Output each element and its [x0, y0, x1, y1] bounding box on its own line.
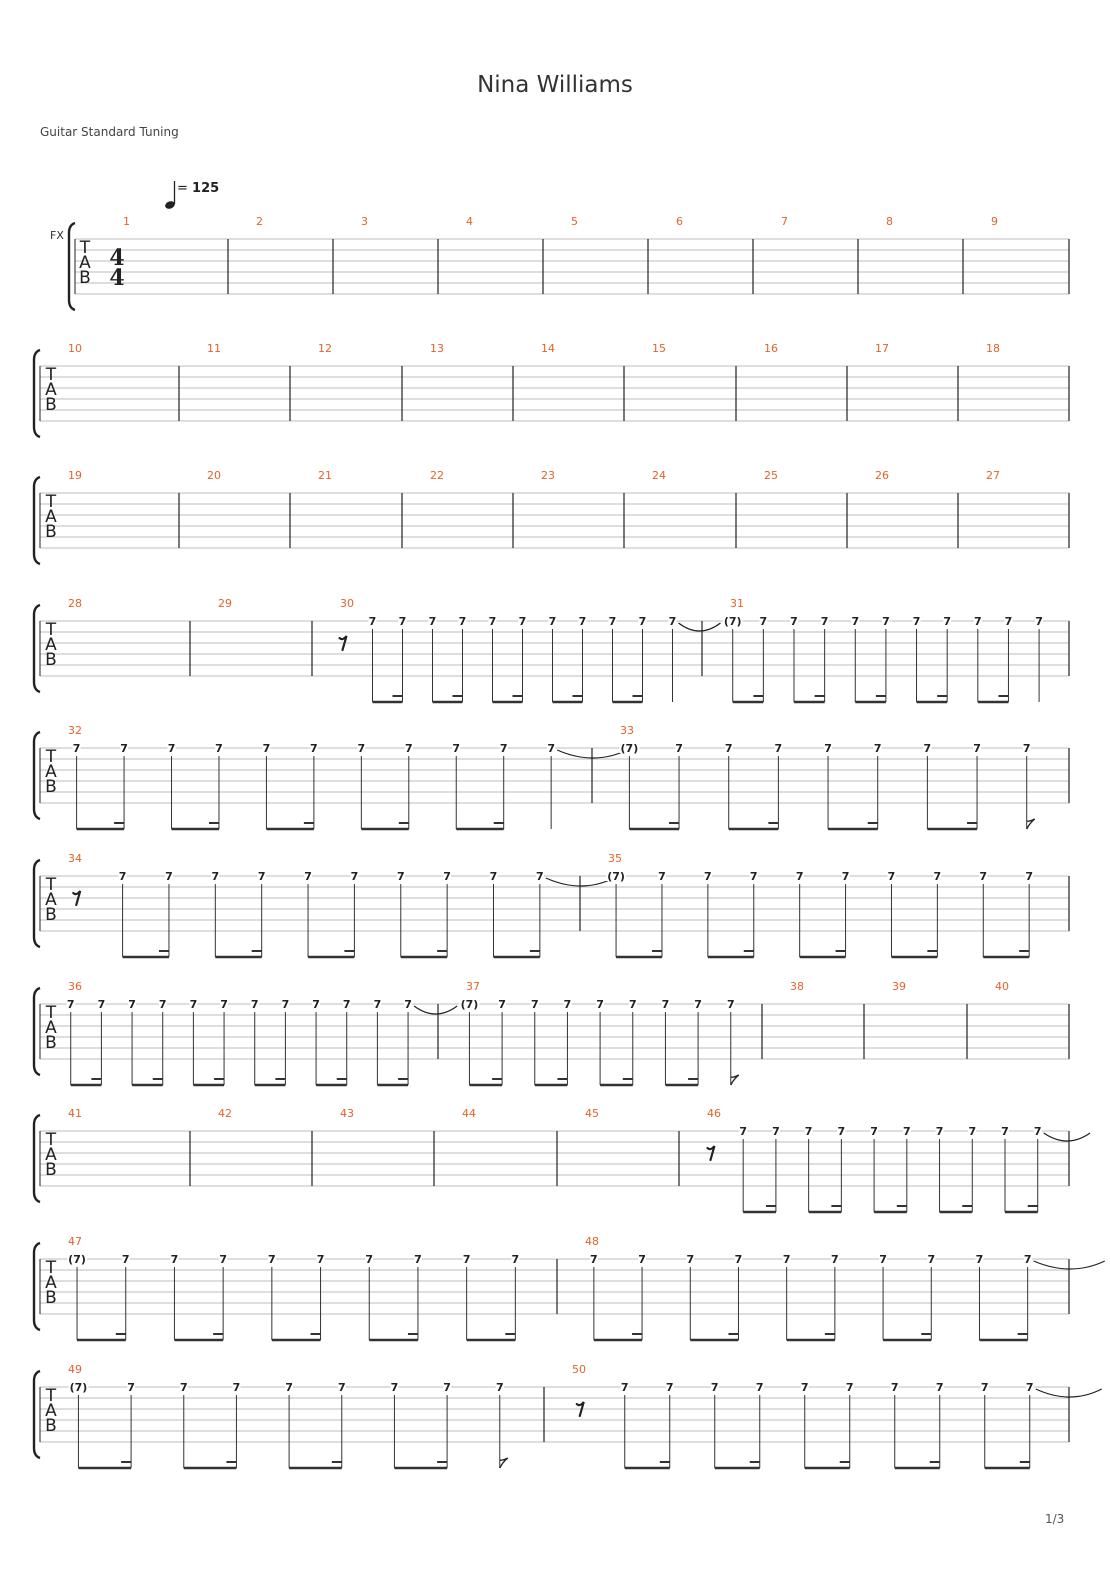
measure-number: 33 [620, 724, 634, 737]
fret-number: 7 [310, 742, 318, 755]
fret-number: 7 [563, 998, 572, 1011]
measure-number: 8 [886, 215, 893, 228]
fret-number: 7 [66, 998, 75, 1011]
eighth-flag [1027, 819, 1035, 829]
fret-number: 7 [879, 1253, 887, 1266]
measure-number: 2 [256, 215, 263, 228]
fret-number: 7 [304, 870, 312, 883]
tuning-subtitle: Guitar Standard Tuning [40, 125, 179, 139]
fret-number: 7 [935, 1381, 944, 1394]
fret-number: 7 [661, 998, 670, 1011]
system-bracket [34, 1243, 40, 1330]
fret-number: 7 [628, 998, 637, 1011]
tied-fret-number: (7) [68, 1253, 86, 1266]
fret-number: 7 [608, 615, 617, 628]
fret-number: 7 [837, 1125, 846, 1138]
staff-system [69, 215, 1069, 310]
fret-number: 7 [498, 998, 506, 1011]
system-bracket [34, 477, 40, 564]
tab-clef-letter: B [45, 1033, 57, 1053]
measure-number: 46 [707, 1107, 721, 1120]
tab-clef-letter: B [45, 522, 57, 542]
staff-system [34, 1363, 1102, 1468]
tie-arc [679, 623, 721, 631]
fret-number: 7 [578, 615, 587, 628]
fret-number: 7 [452, 742, 461, 755]
fret-number: 7 [638, 615, 647, 628]
fret-number: 7 [165, 870, 173, 883]
fret-number: 7 [312, 998, 320, 1011]
fret-number: 7 [316, 1253, 325, 1266]
system-bracket [34, 732, 40, 819]
fret-number: 7 [1025, 870, 1033, 883]
measure-number: 48 [585, 1235, 599, 1248]
fret-number: 7 [658, 870, 666, 883]
tab-clef-letter: B [45, 777, 57, 797]
measure-number: 29 [218, 597, 232, 610]
fret-number: 7 [927, 1253, 936, 1266]
fret-number: 7 [973, 615, 982, 628]
fret-number: 7 [215, 742, 223, 755]
fret-number: 7 [337, 1381, 346, 1394]
fret-number: 7 [368, 615, 377, 628]
staff-system [34, 724, 1069, 829]
tie-arc [414, 1006, 457, 1014]
measure-number: 37 [466, 980, 480, 993]
fret-number: 7 [759, 615, 768, 628]
tab-clef-letter: B [45, 650, 57, 670]
fret-number: 7 [851, 615, 860, 628]
measure-number: 19 [68, 469, 82, 482]
fret-number: 7 [342, 998, 351, 1011]
measure-number: 26 [875, 469, 889, 482]
tie-arc [1044, 1133, 1090, 1141]
fret-number: 7 [887, 870, 896, 883]
fret-number: 7 [211, 870, 220, 883]
tab-clef-letter: A [45, 507, 57, 527]
tied-fret-number: (7) [460, 998, 479, 1011]
system-bracket [34, 605, 40, 692]
fret-number: 7 [179, 1381, 188, 1394]
measure-number: 38 [790, 980, 804, 993]
fret-number: 7 [675, 742, 683, 755]
fret-number: 7 [882, 615, 890, 628]
measure-number: 31 [730, 597, 744, 610]
fret-number: 7 [668, 615, 677, 628]
fret-number: 7 [724, 742, 733, 755]
fret-number: 7 [281, 998, 290, 1011]
system-bracket [34, 350, 40, 437]
tab-clef-letter: A [79, 253, 91, 273]
fret-number: 7 [804, 1125, 813, 1138]
fret-number: 7 [1033, 1125, 1042, 1138]
fret-number: 7 [121, 1253, 130, 1266]
fret-number: 7 [912, 615, 921, 628]
tab-clef-letter: A [45, 1145, 57, 1165]
fret-number: 7 [232, 1381, 241, 1394]
fret-number: 7 [499, 742, 508, 755]
measure-number: 45 [585, 1107, 599, 1120]
tied-fret-number: (7) [723, 615, 742, 628]
time-signature-top: 4 [109, 245, 125, 271]
fret-number: 7 [262, 742, 271, 755]
measure-number: 36 [68, 980, 82, 993]
fret-number: 7 [943, 615, 952, 628]
fret-number: 7 [257, 870, 266, 883]
measure-number: 50 [572, 1363, 586, 1376]
measure-number: 47 [68, 1235, 82, 1248]
measure-number: 49 [68, 1363, 82, 1376]
fret-number: 7 [923, 742, 932, 755]
fret-number: 7 [800, 1381, 809, 1394]
fret-number: 7 [686, 1253, 695, 1266]
tab-clef-letter: A [45, 380, 57, 400]
fret-number: 7 [220, 998, 228, 1011]
fret-number: 7 [373, 998, 382, 1011]
fret-number: 7 [845, 1381, 854, 1394]
fret-number: 7 [547, 742, 555, 755]
fret-number: 7 [774, 742, 783, 755]
eighth-flag [500, 1458, 508, 1468]
staff-system [34, 980, 1069, 1085]
fret-number: 7 [665, 1381, 674, 1394]
fret-number: 7 [749, 870, 758, 883]
measure-number: 10 [68, 342, 82, 355]
track-label: FX [50, 229, 64, 242]
tied-fret-number: (7) [620, 742, 639, 755]
tab-clef-letter: T [45, 620, 57, 640]
fret-number: 7 [1023, 1253, 1032, 1266]
measure-number: 1 [123, 215, 130, 228]
fret-number: 7 [933, 870, 942, 883]
fret-number: 7 [1004, 615, 1013, 628]
measure-number: 14 [541, 342, 555, 355]
staff-system [34, 852, 1069, 957]
fret-number: 7 [902, 1125, 911, 1138]
fret-number: 7 [268, 1253, 276, 1266]
fret-number: 7 [782, 1253, 791, 1266]
measure-number: 25 [764, 469, 778, 482]
fret-number: 7 [97, 998, 106, 1011]
measure-number: 16 [764, 342, 778, 355]
tab-clef-letter: T [79, 238, 91, 258]
fret-number: 7 [167, 742, 176, 755]
fret-number: 7 [489, 870, 498, 883]
fret-number: 7 [790, 615, 798, 628]
fret-number: 7 [158, 998, 167, 1011]
fret-number: 7 [350, 870, 359, 883]
fret-number: 7 [398, 615, 407, 628]
fret-number: 7 [739, 1125, 748, 1138]
tab-clef-letter: A [45, 1401, 57, 1421]
measure-number: 15 [652, 342, 666, 355]
measure-number: 34 [68, 852, 82, 865]
fret-number: 7 [72, 742, 81, 755]
tab-clef-letter: T [45, 875, 57, 895]
fret-number: 7 [968, 1125, 977, 1138]
tab-clef-letter: A [45, 635, 57, 655]
measure-number: 27 [986, 469, 1000, 482]
fret-number: 7 [404, 998, 412, 1011]
tab-clef-letter: A [45, 1018, 57, 1038]
fret-number: 7 [590, 1253, 598, 1266]
fret-number: 7 [458, 615, 467, 628]
fret-number: 7 [414, 1253, 422, 1266]
measure-number: 43 [340, 1107, 354, 1120]
fret-number: 7 [726, 998, 735, 1011]
time-signature-bottom: 4 [109, 265, 125, 291]
fret-number: 7 [462, 1253, 471, 1266]
measure-number: 4 [466, 215, 473, 228]
staff-system [34, 342, 1069, 437]
tempo-equals: = [177, 181, 188, 196]
fret-number: 7 [443, 1381, 451, 1394]
fret-number: 7 [820, 615, 829, 628]
fret-number: 7 [704, 870, 712, 883]
fret-number: 7 [873, 742, 882, 755]
fret-number: 7 [404, 742, 413, 755]
fret-number: 7 [620, 1381, 629, 1394]
fret-number: 7 [396, 870, 405, 883]
tied-fret-number: (7) [69, 1381, 88, 1394]
fret-number: 7 [710, 1381, 719, 1394]
measure-number: 32 [68, 724, 82, 737]
fret-number: 7 [127, 1381, 135, 1394]
measure-number: 22 [430, 469, 444, 482]
tab-clef-letter: B [45, 905, 57, 925]
staff-system [34, 1235, 1105, 1340]
fret-number: 7 [128, 998, 136, 1011]
fret-number: 7 [118, 870, 127, 883]
tab-clef-letter: T [45, 492, 57, 512]
tab-clef-letter: B [45, 395, 57, 415]
measure-number: 11 [207, 342, 221, 355]
measure-number: 42 [218, 1107, 232, 1120]
fret-number: 7 [841, 870, 850, 883]
fret-number: 7 [511, 1253, 520, 1266]
fret-number: 7 [443, 870, 451, 883]
measure-number: 18 [986, 342, 1000, 355]
tab-clef-letter: A [45, 890, 57, 910]
fret-number: 7 [530, 998, 539, 1011]
fret-number: 7 [548, 615, 557, 628]
tab-clef-letter: B [45, 1160, 57, 1180]
measure-number: 3 [361, 215, 368, 228]
fret-number: 7 [975, 1253, 984, 1266]
tab-clef-letter: B [45, 1416, 57, 1436]
system-bracket [34, 1371, 40, 1458]
tab-clef-letter: A [45, 1273, 57, 1293]
tab-clef-letter: T [45, 1258, 57, 1278]
fret-number: 7 [596, 998, 604, 1011]
tab-clef-letter: T [45, 1003, 57, 1023]
fret-number: 7 [189, 998, 198, 1011]
tempo-bpm: 125 [192, 181, 220, 196]
fret-number: 7 [1001, 1125, 1009, 1138]
fret-number: 7 [979, 870, 988, 883]
fret-number: 7 [935, 1125, 944, 1138]
fret-number: 7 [973, 742, 981, 755]
measure-number: 44 [462, 1107, 476, 1120]
fret-number: 7 [365, 1253, 374, 1266]
measure-number: 28 [68, 597, 82, 610]
tied-fret-number: (7) [607, 870, 625, 883]
fret-number: 7 [1025, 1381, 1034, 1394]
system-bracket [34, 1115, 40, 1202]
page-number: 1/3 [1045, 1512, 1065, 1526]
fret-number: 7 [772, 1125, 780, 1138]
measure-number: 20 [207, 469, 221, 482]
measure-number: 9 [991, 215, 998, 228]
fret-number: 7 [170, 1253, 179, 1266]
fret-number: 7 [250, 998, 259, 1011]
measure-number: 41 [68, 1107, 82, 1120]
measure-number: 13 [430, 342, 444, 355]
measure-number: 39 [892, 980, 906, 993]
fret-number: 7 [518, 615, 527, 628]
tab-clef-letter: A [45, 762, 57, 782]
system-bracket [69, 223, 75, 310]
fret-number: 7 [1035, 615, 1043, 628]
fret-number: 7 [638, 1253, 646, 1266]
fret-number: 7 [734, 1253, 743, 1266]
fret-number: 7 [495, 1381, 504, 1394]
eighth-flag [731, 1075, 739, 1085]
measure-number: 6 [676, 215, 683, 228]
song-title: Nina Williams [477, 72, 633, 98]
fret-number: 7 [428, 615, 437, 628]
system-bracket [34, 988, 40, 1075]
fret-number: 7 [694, 998, 702, 1011]
tab-clef-letter: T [45, 1130, 57, 1150]
fret-number: 7 [1022, 742, 1031, 755]
system-bracket [34, 860, 40, 947]
fret-number: 7 [219, 1253, 227, 1266]
fret-number: 7 [755, 1381, 764, 1394]
measure-number: 24 [652, 469, 666, 482]
measure-number: 35 [608, 852, 622, 865]
measure-number: 21 [318, 469, 332, 482]
fret-number: 7 [285, 1381, 293, 1394]
measure-number: 30 [340, 597, 354, 610]
measure-number: 12 [318, 342, 332, 355]
fret-number: 7 [870, 1125, 878, 1138]
fret-number: 7 [795, 870, 804, 883]
fret-number: 7 [890, 1381, 899, 1394]
tab-clef-letter: B [45, 1288, 57, 1308]
fret-number: 7 [831, 1253, 839, 1266]
measure-number: 23 [541, 469, 555, 482]
tab-clef-letter: B [79, 268, 91, 288]
fret-number: 7 [357, 742, 366, 755]
tab-clef-letter: T [45, 747, 57, 767]
fret-number: 7 [390, 1381, 399, 1394]
measure-number: 17 [875, 342, 889, 355]
measure-number: 40 [995, 980, 1009, 993]
measure-number: 5 [571, 215, 578, 228]
staff-system [34, 1107, 1090, 1212]
staff-system [34, 469, 1069, 564]
fret-number: 7 [980, 1381, 989, 1394]
fret-number: 7 [488, 615, 497, 628]
fret-number: 7 [536, 870, 544, 883]
tab-clef-letter: T [45, 365, 57, 385]
tab-clef-letter: T [45, 1386, 57, 1406]
staff-system [34, 597, 1069, 702]
measure-number: 7 [781, 215, 788, 228]
fret-number: 7 [824, 742, 832, 755]
fret-number: 7 [120, 742, 128, 755]
